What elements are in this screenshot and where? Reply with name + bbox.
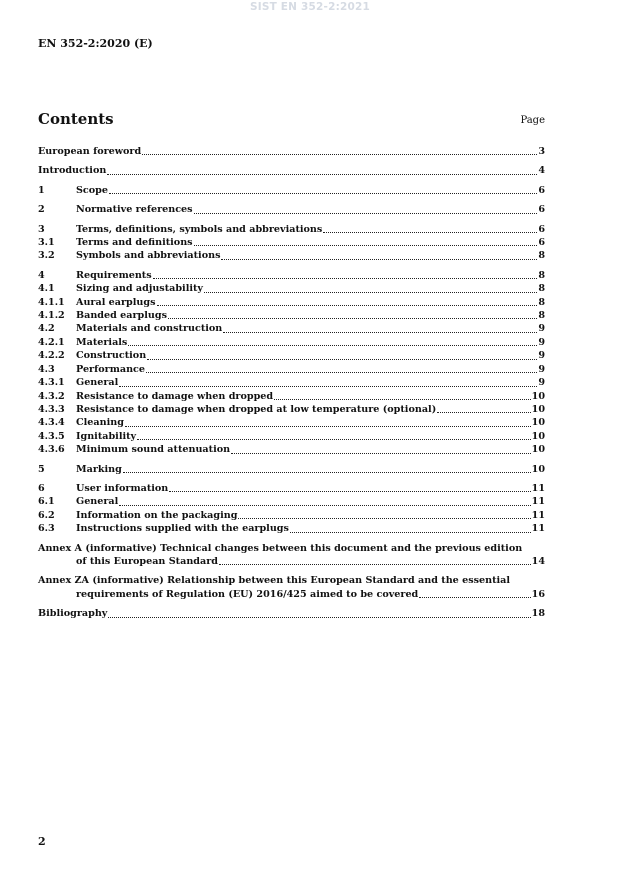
dot-leader bbox=[274, 390, 531, 400]
toc-entry-page: 8 bbox=[538, 269, 545, 281]
dot-leader bbox=[168, 309, 537, 319]
toc-entry-number: 3 bbox=[38, 223, 45, 235]
toc-entry-body bbox=[76, 416, 545, 429]
toc-entry-page: 10 bbox=[531, 417, 545, 429]
toc-entry-page: 16 bbox=[531, 588, 545, 600]
dot-leader bbox=[142, 145, 537, 155]
dot-leader bbox=[108, 607, 530, 617]
toc-entry-number: 4.3.5 bbox=[38, 430, 65, 442]
toc-entry-body bbox=[76, 390, 545, 403]
toc-entry-number: 6.3 bbox=[38, 523, 55, 535]
toc-entry-page: 8 bbox=[538, 283, 545, 295]
toc-entry[interactable] bbox=[38, 236, 545, 249]
toc-entry[interactable] bbox=[38, 164, 545, 177]
toc-entry-page: 10 bbox=[531, 463, 545, 475]
toc-entry-page: 9 bbox=[538, 363, 545, 375]
toc-entry-number: 4.3.3 bbox=[38, 403, 65, 415]
toc-entry-body bbox=[38, 607, 545, 620]
toc-entry-number: 6.1 bbox=[38, 496, 55, 508]
toc-section-list bbox=[38, 145, 545, 536]
page-column-label: Page bbox=[520, 115, 545, 126]
toc-entry[interactable] bbox=[38, 376, 545, 389]
toc-entry-page: 14 bbox=[531, 555, 545, 567]
dot-leader bbox=[221, 249, 537, 259]
dot-leader bbox=[204, 282, 537, 292]
toc-entry-number: 4.1 bbox=[38, 283, 55, 295]
toc-entry[interactable] bbox=[38, 309, 545, 322]
toc-entry[interactable] bbox=[38, 249, 545, 262]
toc-entry-body bbox=[76, 363, 545, 376]
toc-entry-number: 4.1.1 bbox=[38, 296, 65, 308]
toc-entry-title: Information on the packaging bbox=[76, 509, 238, 521]
toc-entry-title: Instructions supplied with the earplugs bbox=[76, 523, 289, 535]
toc-entry-body bbox=[76, 249, 545, 262]
toc-entry-body bbox=[76, 282, 545, 295]
toc-entry-page: 10 bbox=[531, 403, 545, 415]
toc-entry-page: 9 bbox=[538, 377, 545, 389]
toc-entry[interactable] bbox=[38, 390, 545, 403]
toc-entry-body bbox=[38, 145, 545, 158]
toc-entry-number: 2 bbox=[38, 204, 45, 216]
toc-entry-number: 4.3.1 bbox=[38, 377, 65, 389]
toc-entry-body bbox=[38, 164, 545, 177]
toc-entry-body bbox=[76, 495, 545, 508]
dot-leader bbox=[290, 522, 531, 532]
toc-entry-body bbox=[76, 403, 545, 416]
toc-entry-body bbox=[76, 430, 545, 443]
toc-entry-title: Sizing and adjustability bbox=[76, 283, 203, 295]
dot-leader bbox=[194, 203, 537, 213]
toc-entry-number: 3.1 bbox=[38, 237, 55, 249]
toc-entry-body bbox=[76, 322, 545, 335]
toc-entry-number: 3.2 bbox=[38, 250, 55, 262]
toc-entry-title: Annex A (informative) Technical changes between this document and the previous edition bbox=[38, 542, 523, 554]
toc-entry-number: 4.1.2 bbox=[38, 310, 65, 322]
toc-entry-annex-za[interactable] bbox=[38, 574, 545, 601]
dot-leader bbox=[238, 509, 530, 519]
toc-entry-page: 11 bbox=[531, 509, 545, 521]
toc-entry-title: Introduction bbox=[38, 165, 107, 177]
toc-entry[interactable] bbox=[38, 322, 545, 335]
toc-entry-page: 10 bbox=[531, 444, 545, 456]
toc-entry[interactable] bbox=[38, 522, 545, 535]
toc-entry-number: 1 bbox=[38, 184, 45, 196]
dot-leader bbox=[107, 164, 537, 174]
toc-entry-body bbox=[76, 443, 545, 456]
dot-leader bbox=[419, 588, 530, 598]
toc-entry-page: 10 bbox=[531, 390, 545, 402]
toc-entry-body bbox=[76, 336, 545, 349]
toc-entry-body bbox=[76, 296, 545, 309]
toc-entry[interactable] bbox=[38, 363, 545, 376]
toc-entry-number: 4.3.2 bbox=[38, 390, 65, 402]
toc-entry-title: Terms, definitions, symbols and abbreviations bbox=[76, 223, 323, 235]
toc-entry-title: Scope bbox=[76, 184, 108, 196]
toc-entry-title: Bibliography bbox=[38, 608, 108, 620]
toc-entry-body bbox=[76, 522, 545, 535]
page-number: 2 bbox=[38, 835, 46, 848]
document-id: EN 352-2:2020 (E) bbox=[38, 37, 153, 50]
toc-entry-title: Terms and definitions bbox=[76, 237, 193, 249]
toc-entry-title: User information bbox=[76, 482, 169, 494]
toc-entry-page: 9 bbox=[538, 336, 545, 348]
toc-entry-number: 4.3 bbox=[38, 363, 55, 375]
toc-entry-page: 3 bbox=[538, 146, 545, 157]
toc-entry-number: 6.2 bbox=[38, 509, 55, 521]
dot-leader bbox=[231, 443, 531, 453]
toc-entry[interactable] bbox=[38, 482, 545, 495]
toc-entry-body bbox=[76, 482, 545, 495]
dot-leader bbox=[223, 322, 537, 332]
dot-leader bbox=[128, 336, 537, 346]
toc-entry-page: 4 bbox=[538, 165, 545, 177]
toc-entry-title: Construction bbox=[76, 350, 147, 362]
toc-entry-title: Ignitability bbox=[76, 430, 137, 442]
toc-entry[interactable] bbox=[38, 495, 545, 508]
toc-entry-page: 11 bbox=[531, 482, 545, 494]
toc-entry-bibliography[interactable] bbox=[38, 607, 545, 620]
toc-entry-page: 9 bbox=[538, 350, 545, 362]
toc-entry-title: Minimum sound attenuation bbox=[76, 444, 231, 456]
toc-entry-title: Requirements bbox=[76, 269, 152, 281]
toc-entry-title: Marking bbox=[76, 463, 122, 475]
toc-entry-page: 8 bbox=[538, 250, 545, 262]
dot-leader bbox=[146, 363, 537, 373]
toc-entry-body bbox=[76, 184, 545, 197]
toc-entry-body bbox=[76, 509, 545, 522]
toc-entry[interactable] bbox=[38, 509, 545, 522]
toc-entry-body bbox=[76, 236, 545, 249]
toc-entry-body bbox=[38, 574, 545, 601]
toc-entry-page: 11 bbox=[531, 523, 545, 535]
dot-leader bbox=[157, 296, 538, 306]
toc-entry[interactable] bbox=[38, 184, 545, 197]
toc-entry-body bbox=[76, 463, 545, 476]
toc-entry[interactable] bbox=[38, 223, 545, 236]
toc-entry[interactable] bbox=[38, 349, 545, 362]
toc-entry-page: 8 bbox=[538, 310, 545, 322]
toc-entry[interactable] bbox=[38, 416, 545, 429]
toc-entry-number: 4 bbox=[38, 269, 45, 281]
toc-entry-body bbox=[76, 223, 545, 236]
toc-entry-page: 6 bbox=[538, 204, 545, 216]
toc-entry-title: Materials bbox=[76, 336, 128, 348]
dot-leader bbox=[119, 495, 530, 505]
dot-leader bbox=[153, 269, 537, 279]
dot-leader bbox=[125, 416, 531, 426]
toc-entry-body bbox=[76, 203, 545, 216]
toc-entry-title: Symbols and abbreviations bbox=[76, 250, 221, 262]
toc-entry-body bbox=[76, 349, 545, 362]
toc-entry-number: 4.3.6 bbox=[38, 444, 65, 456]
dot-leader bbox=[323, 223, 537, 233]
watermark-text: SIST EN 352-2:2021 bbox=[249, 1, 371, 13]
toc-entry-number: 4.3.4 bbox=[38, 417, 65, 429]
toc-entry-title: Annex ZA (informative) Relationship between this European Standard and the essential bbox=[38, 575, 511, 587]
toc-entry-body bbox=[76, 376, 545, 389]
toc-entry-number: 4.2.1 bbox=[38, 336, 65, 348]
toc-entry[interactable] bbox=[38, 203, 545, 216]
toc-entry[interactable] bbox=[38, 403, 545, 416]
toc-entry-number: 4.2.2 bbox=[38, 350, 65, 362]
toc-entry-page: 6 bbox=[538, 237, 545, 249]
toc-entry[interactable] bbox=[38, 443, 545, 456]
dot-leader bbox=[437, 403, 530, 413]
dot-leader bbox=[109, 184, 537, 194]
toc-entry[interactable] bbox=[38, 269, 545, 282]
toc-entry-page: 6 bbox=[538, 184, 545, 196]
dot-leader bbox=[123, 463, 531, 473]
toc-entry-page: 8 bbox=[538, 296, 545, 308]
toc-entry[interactable] bbox=[38, 282, 545, 295]
toc-entry-number: 5 bbox=[38, 463, 45, 475]
contents-heading: Contents bbox=[38, 110, 114, 128]
toc-entry-title-continued: requirements of Regulation (EU) 2016/425 aimed to be covered bbox=[76, 588, 419, 600]
toc-entry[interactable] bbox=[38, 430, 545, 443]
toc-entry-number: 6 bbox=[38, 482, 45, 494]
toc-entry-title: General bbox=[76, 496, 119, 508]
toc-entry-body bbox=[38, 542, 545, 569]
toc-entry-title: General bbox=[76, 377, 119, 389]
toc-entry-page: 6 bbox=[538, 223, 545, 235]
toc-entry-title: Resistance to damage when dropped bbox=[76, 390, 274, 402]
toc-entry-title: Aural earplugs bbox=[76, 296, 156, 308]
toc-entry-annex-a[interactable] bbox=[38, 542, 545, 569]
dot-leader bbox=[147, 349, 537, 359]
toc-entry-number: 4.2 bbox=[38, 323, 55, 335]
toc-entry[interactable] bbox=[38, 336, 545, 349]
toc-entry-body bbox=[76, 309, 545, 322]
toc-entry[interactable] bbox=[38, 296, 545, 309]
toc-entry-page: 18 bbox=[531, 608, 545, 620]
toc-entry[interactable] bbox=[38, 463, 545, 476]
toc-entry[interactable] bbox=[38, 145, 545, 158]
dot-leader bbox=[119, 376, 537, 386]
dot-leader bbox=[137, 430, 531, 440]
toc-entry-title: Banded earplugs bbox=[76, 310, 167, 322]
dot-leader bbox=[169, 482, 530, 492]
toc-entry-title: Normative references bbox=[76, 204, 193, 216]
toc-entry-title: European foreword bbox=[38, 146, 142, 157]
toc-entry-body bbox=[76, 269, 545, 282]
table-of-contents bbox=[38, 145, 545, 621]
dot-leader bbox=[219, 555, 531, 565]
toc-entry-title-continued: of this European Standard bbox=[76, 555, 218, 567]
toc-entry-title: Materials and construction bbox=[76, 323, 223, 335]
toc-entry-title: Cleaning bbox=[76, 417, 124, 429]
toc-entry-title: Resistance to damage when dropped at low temperature (optional) bbox=[76, 403, 437, 415]
toc-entry-page: 9 bbox=[538, 323, 545, 335]
toc-entry-page: 10 bbox=[531, 430, 545, 442]
toc-entry-title: Performance bbox=[76, 363, 145, 375]
dot-leader bbox=[194, 236, 537, 246]
toc-entry-page: 11 bbox=[531, 496, 545, 508]
